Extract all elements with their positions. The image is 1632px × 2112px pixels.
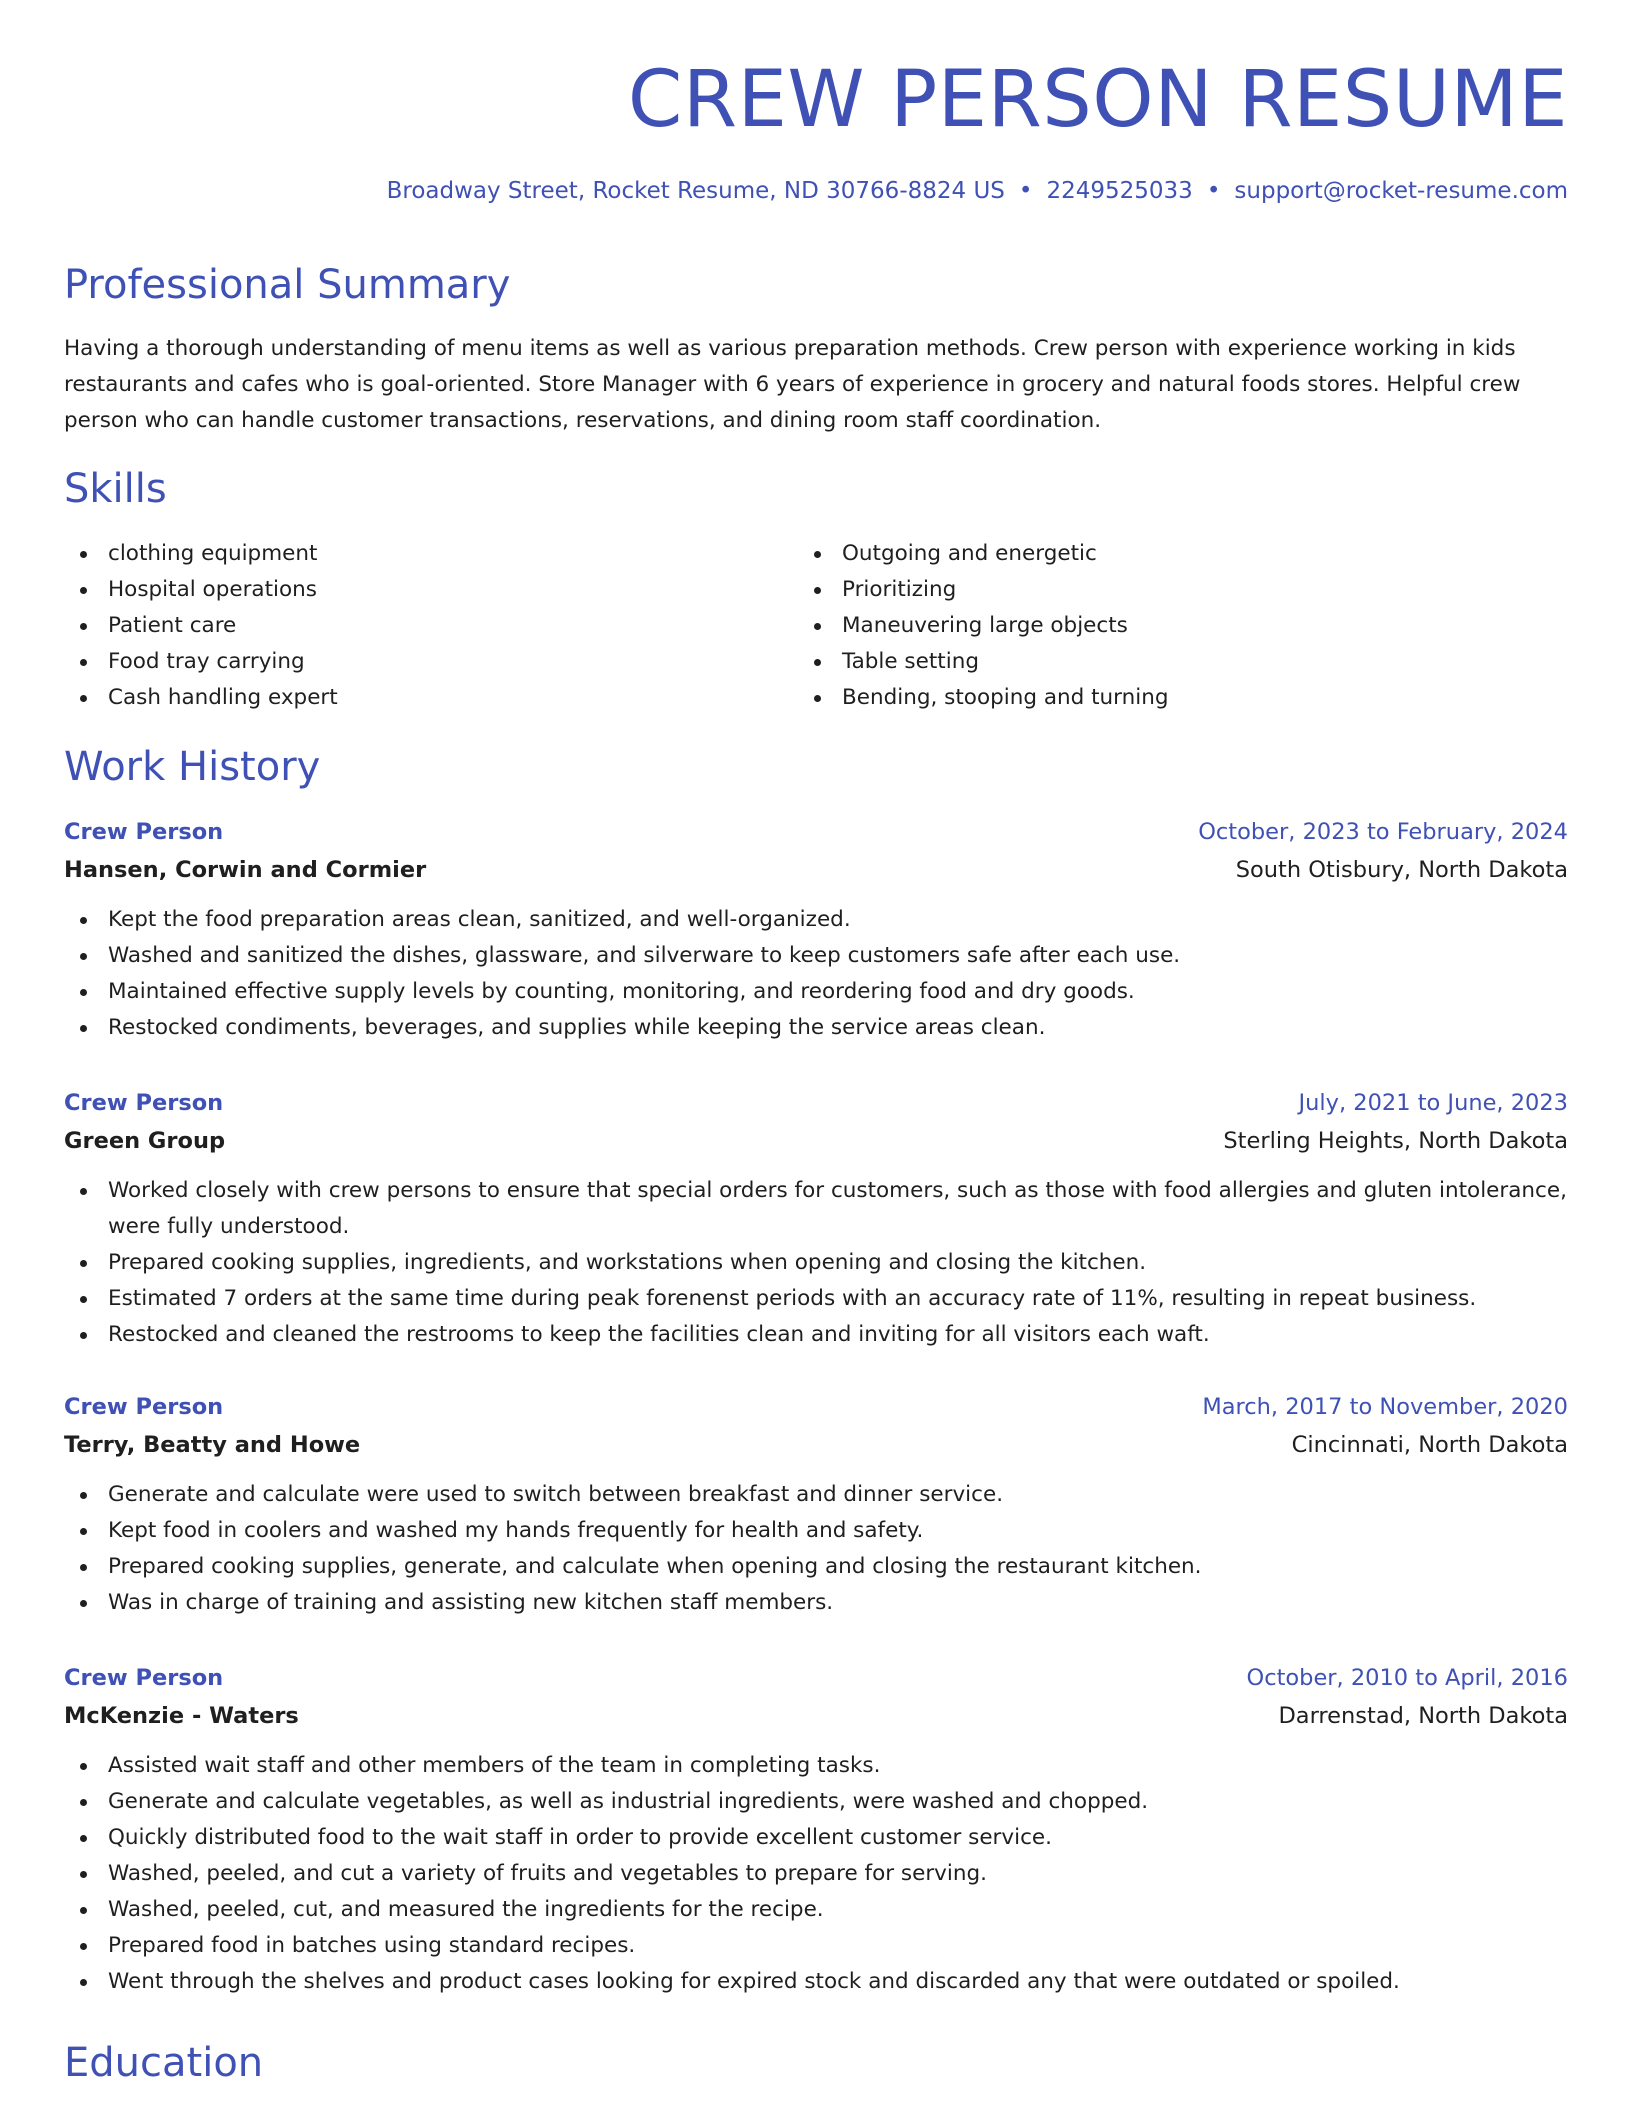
skills-list-right <box>798 536 1498 716</box>
job-bullet: Prepared cooking supplies, ingredients, and workstations when opening and closing the kitchen. <box>64 1245 1568 1281</box>
job-bullet: Prepared food in batches using standard recipes. <box>64 1928 1568 1964</box>
section-title-education: Education <box>64 2040 264 2086</box>
job-bullet: Assisted wait staff and other members of the team in completing tasks. <box>64 1748 1568 1784</box>
job-location: Cincinnati, North Dakota <box>1291 1432 1568 1458</box>
skill-item: Cash handling expert <box>64 680 764 716</box>
job-company: Green Group <box>64 1128 226 1154</box>
skill-item: clothing equipment <box>64 536 764 572</box>
contact-email[interactable]: support@rocket-resume.com <box>1234 178 1568 204</box>
job-bullets <box>64 1173 1568 1353</box>
job-bullet: Maintained effective supply levels by counting, monitoring, and reordering food and dry goods. <box>64 974 1568 1010</box>
contact-line <box>387 178 1568 204</box>
job-bullets <box>64 1748 1568 2000</box>
job-company: Terry, Beatty and Howe <box>64 1432 361 1458</box>
job-company: McKenzie - Waters <box>64 1703 299 1729</box>
job-bullet: Generate and calculate vegetables, as well as industrial ingredients, were washed and chopped. <box>64 1784 1568 1820</box>
job-bullet: Went through the shelves and product cases looking for expired stock and discarded any that were outdated or spoiled. <box>64 1964 1568 2000</box>
job-bullet: Kept the food preparation areas clean, sanitized, and well-organized. <box>64 902 1568 938</box>
job-bullet: Quickly distributed food to the wait staff in order to provide excellent customer service. <box>64 1820 1568 1856</box>
job-location: Darrenstad, North Dakota <box>1278 1703 1568 1729</box>
job-entry <box>64 1389 1568 1621</box>
job-title: Crew Person <box>64 819 224 845</box>
job-location: South Otisbury, North Dakota <box>1235 857 1568 883</box>
job-company: Hansen, Corwin and Cormier <box>64 857 427 883</box>
job-dates: July, 2021 to June, 2023 <box>1298 1090 1568 1116</box>
contact-separator: • <box>1206 178 1221 204</box>
contact-separator: • <box>1018 178 1033 204</box>
skill-item: Maneuvering large objects <box>798 608 1498 644</box>
job-dates: October, 2010 to April, 2016 <box>1246 1665 1568 1691</box>
job-bullets <box>64 902 1568 1046</box>
contact-phone: 2249525033 <box>1046 178 1193 204</box>
resume-title: CREW PERSON RESUME <box>627 55 1568 145</box>
skill-item: Prioritizing <box>798 572 1498 608</box>
job-bullet: Worked closely with crew persons to ensure that special orders for customers, such as those with food allergies and gluten intolerance, were fully understood. <box>64 1173 1568 1245</box>
section-title-skills: Skills <box>64 466 167 512</box>
job-entry <box>64 1660 1568 2000</box>
job-bullets <box>64 1477 1568 1621</box>
job-title: Crew Person <box>64 1090 224 1116</box>
job-bullet: Restocked and cleaned the restrooms to keep the facilities clean and inviting for all visitors each waft. <box>64 1317 1568 1353</box>
summary-text: Having a thorough understanding of menu items as well as various preparation methods. Crew person with experience working in kids restaurants and cafes who is goal-oriented. Store Manager with 6 years of experience in grocery and natural foods stores. Helpful crew person who can handle customer transactions, reservations, and dining room staff coordination. <box>64 336 1521 433</box>
job-bullet: Washed, peeled, and cut a variety of fruits and vegetables to prepare for serving. <box>64 1856 1568 1892</box>
job-dates: October, 2023 to February, 2024 <box>1198 819 1568 845</box>
job-bullet: Prepared cooking supplies, generate, and calculate when opening and closing the restaurant kitchen. <box>64 1549 1568 1585</box>
skill-item: Patient care <box>64 608 764 644</box>
skill-item: Food tray carrying <box>64 644 764 680</box>
skill-item: Hospital operations <box>64 572 764 608</box>
job-title: Crew Person <box>64 1394 224 1420</box>
job-entry <box>64 1085 1568 1353</box>
job-title: Crew Person <box>64 1665 224 1691</box>
skills-list-left <box>64 536 764 716</box>
skill-item: Table setting <box>798 644 1498 680</box>
skill-item: Outgoing and energetic <box>798 536 1498 572</box>
job-entry <box>64 814 1568 1046</box>
contact-address: Broadway Street, Rocket Resume, ND 30766-8824 US <box>386 178 1005 204</box>
job-dates: March, 2017 to November, 2020 <box>1202 1394 1568 1420</box>
job-bullet: Estimated 7 orders at the same time during peak forenenst periods with an accuracy rate of 11%, resulting in repeat business. <box>64 1281 1568 1317</box>
skill-item: Bending, stooping and turning <box>798 680 1498 716</box>
job-bullet: Kept food in coolers and washed my hands frequently for health and safety. <box>64 1513 1568 1549</box>
section-title-summary: Professional Summary <box>64 262 511 308</box>
job-bullet: Washed and sanitized the dishes, glassware, and silverware to keep customers safe after each use. <box>64 938 1568 974</box>
section-title-work-history: Work History <box>64 744 321 790</box>
job-bullet: Was in charge of training and assisting new kitchen staff members. <box>64 1585 1568 1621</box>
job-bullet: Washed, peeled, cut, and measured the ingredients for the recipe. <box>64 1892 1568 1928</box>
job-bullet: Generate and calculate were used to switch between breakfast and dinner service. <box>64 1477 1568 1513</box>
job-location: Sterling Heights, North Dakota <box>1223 1128 1568 1154</box>
job-bullet: Restocked condiments, beverages, and supplies while keeping the service areas clean. <box>64 1010 1568 1046</box>
